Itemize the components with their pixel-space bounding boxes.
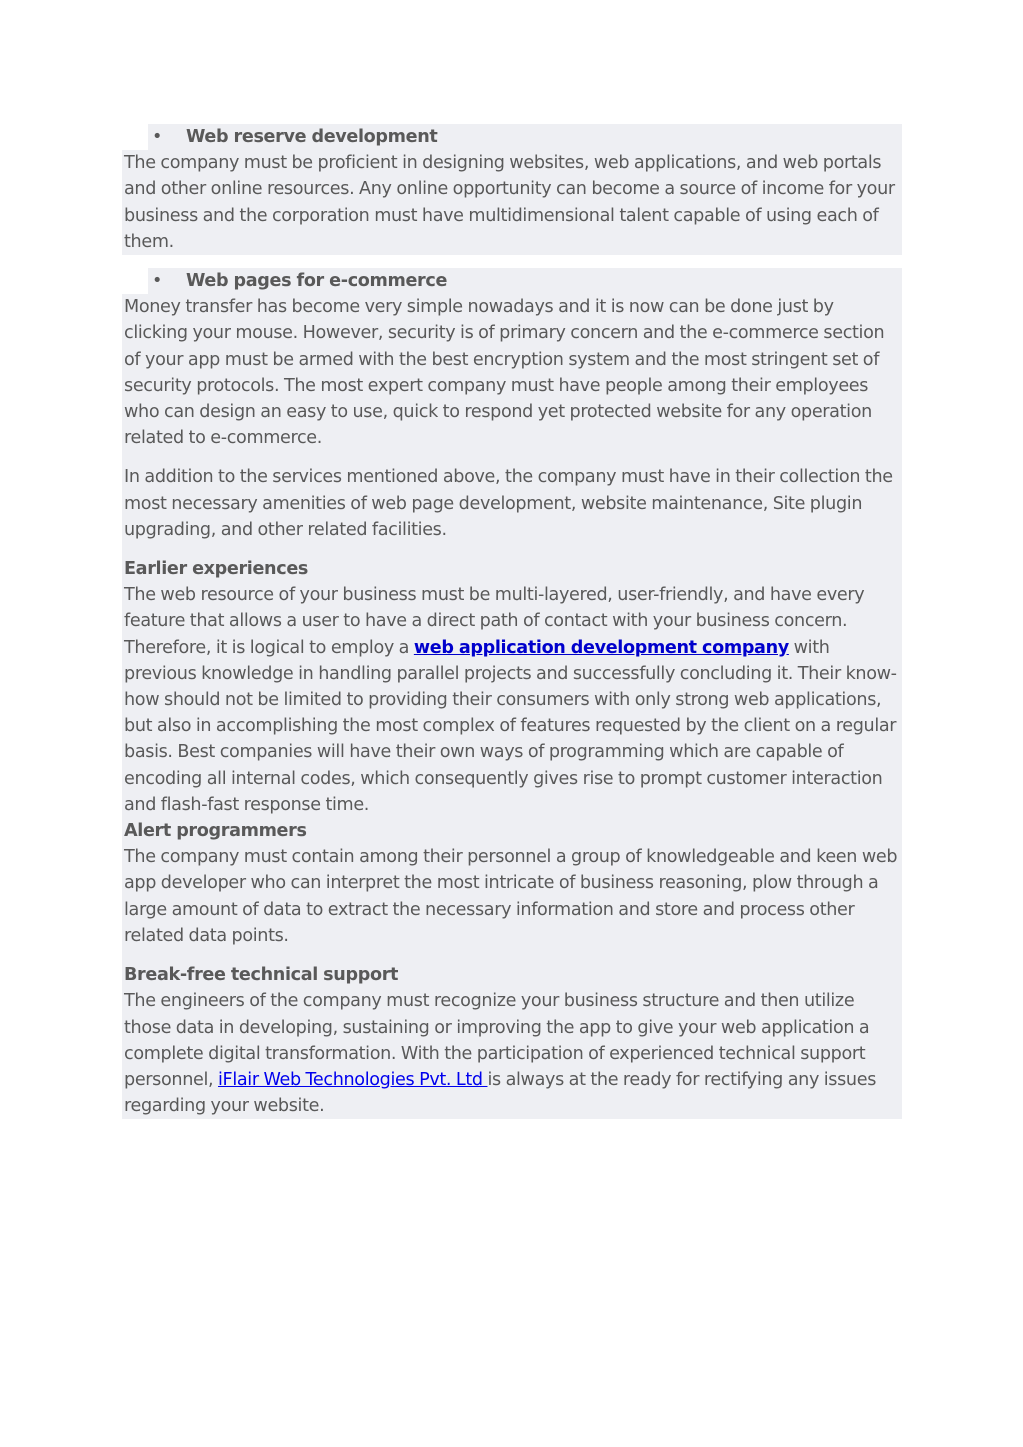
section-heading: Web reserve development (186, 127, 438, 147)
section-ecommerce-and-more (122, 268, 902, 1119)
bullet-heading (124, 124, 900, 150)
section-body: Money transfer has become very simple nowadays and it is now can be done just by clicking your mouse. However, security is of primary concern and the e-commerce section of your app must be armed with the best encryption system and the most stringent set of security protocols. The most expert company must have people among their employees who can design an easy to use, quick to respond yet protected website for any operation related to e-commerce. (124, 297, 885, 449)
bullet-icon: • (152, 127, 163, 147)
section-web-reserve-development (122, 124, 902, 255)
section-body: The company must be proficient in designing websites, web applications, and web portals and other online resources. Any online opportunity can become a source of income for your business and the corporation must have multidimensional talent capable of using each of them. (124, 153, 895, 252)
addition-paragraph: In addition to the services mentioned above, the company must have in their collection the most necessary amenities of web page development, website maintenance, Site plugin upgrading, and other related facilities. (124, 467, 893, 540)
section-heading: Alert programmers (124, 821, 307, 842)
bullet-icon: • (152, 271, 163, 292)
web-app-development-link[interactable]: web application development company (413, 637, 789, 658)
document-page (122, 124, 902, 1119)
paragraph-spacer (124, 451, 900, 464)
paragraph-spacer (124, 543, 900, 556)
body-text: The web resource of your business must be multi-layered, user-friendly, and have every feature that allows a user to have a direct path of contact with your business concern. Therefore, it is logical to employ a (124, 585, 865, 658)
body-text: with previous knowledge in handling parallel projects and successfully concluding it. Their know-how should not be limited to providing their consumers with only strong web applications, but also in accomplishing the most complex of features requested by the client on a regular basis. Best companies will have their own ways of programming which are capable of encoding all internal codes, which consequently gives rise to prompt customer interaction and flash-fast response time. (124, 637, 897, 815)
paragraph-spacer (124, 949, 900, 962)
bullet-heading (124, 268, 900, 294)
iflair-link[interactable]: iFlair Web Technologies Pvt. Ltd (218, 1069, 488, 1090)
body-text: The engineers of the company must recognize your business structure and then utilize those data in developing, sustaining or improving the app to give your web application a complete digital transformation. With the participation of experienced technical support personnel, (124, 991, 870, 1090)
section-spacer (122, 255, 902, 268)
section-heading: Break-free technical support (124, 965, 399, 986)
body-text: is always at the ready for rectifying any issues regarding your website. (124, 1069, 877, 1117)
section-body (124, 988, 900, 1119)
section-heading: Web pages for e-commerce (186, 271, 448, 292)
section-body: The company must contain among their personnel a group of knowledgeable and keen web app developer who can interpret the most intricate of business reasoning, plow through a large amount of data to extract the necessary information and store and process other related data points. (124, 847, 898, 946)
section-body (124, 582, 900, 818)
section-heading: Earlier experiences (124, 559, 309, 580)
